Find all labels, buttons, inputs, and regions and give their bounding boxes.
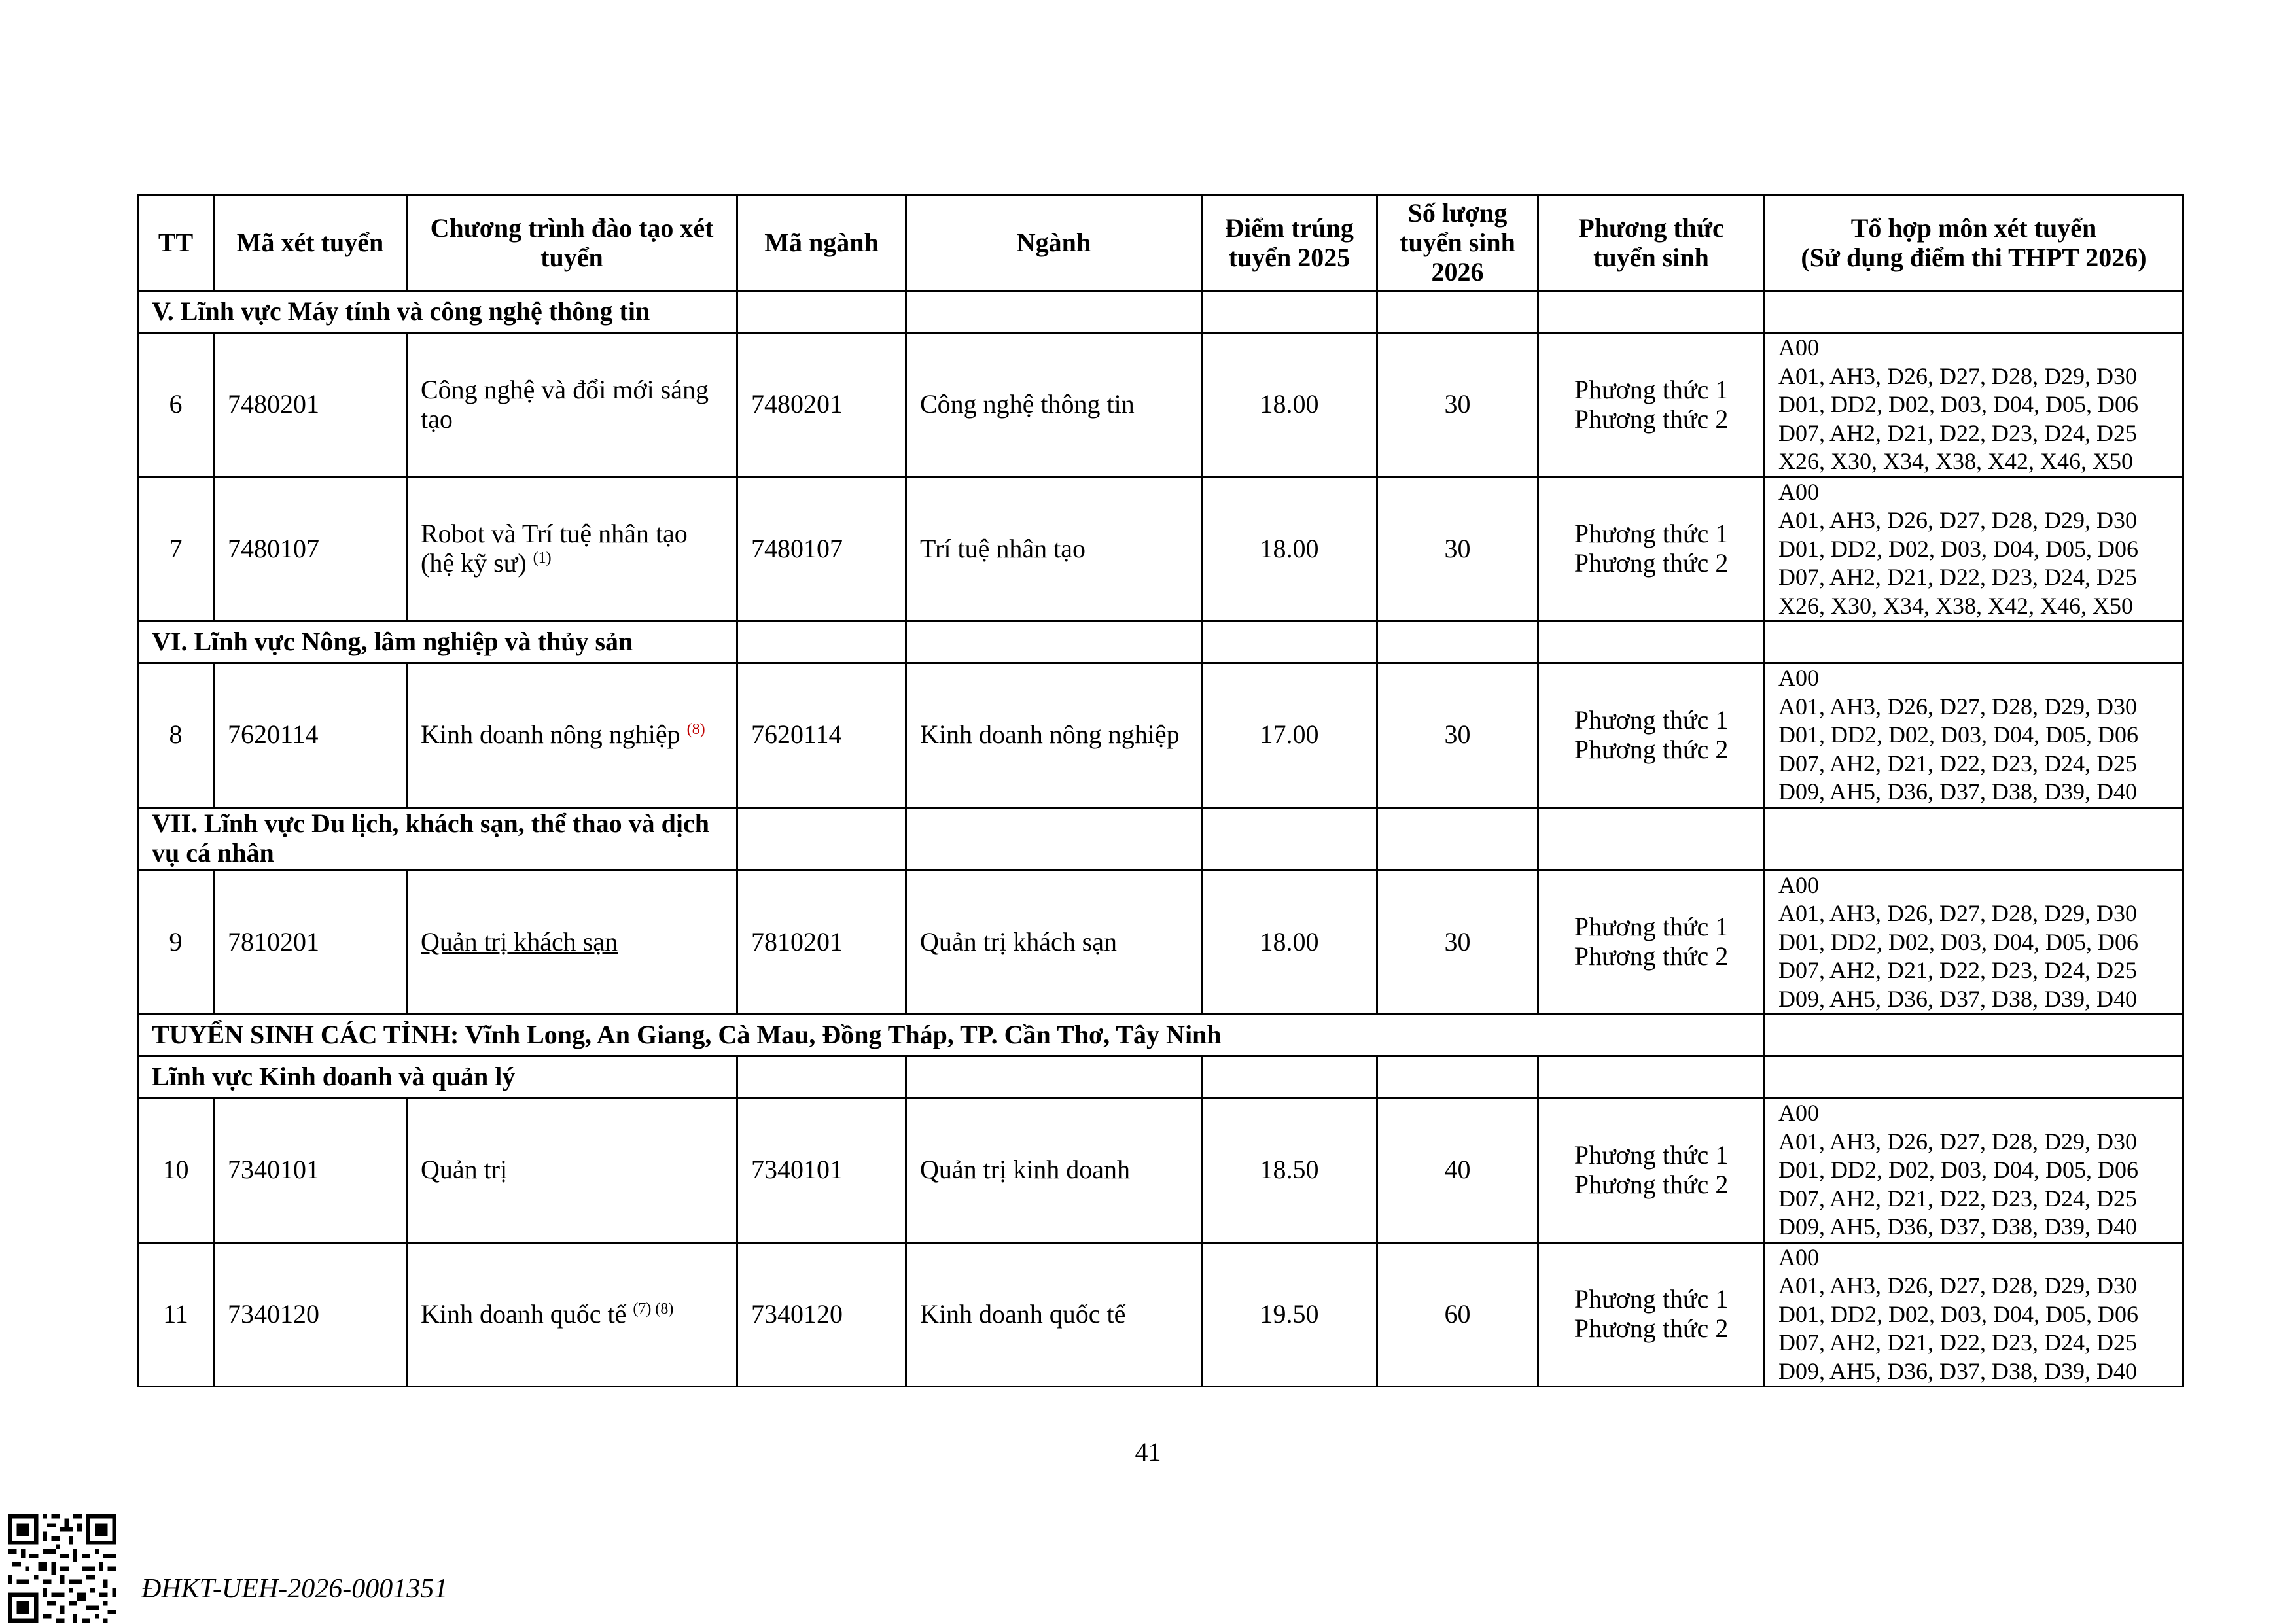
cell-ma-xet-tuyen: 7480201 [214, 333, 407, 478]
cell-so-luong: 60 [1377, 1242, 1538, 1387]
header-so-luong: Số lượng tuyển sinh 2026 [1377, 196, 1538, 291]
cell-chuong-trinh [407, 870, 737, 1015]
cell-chuong-trinh [407, 1242, 737, 1387]
combo-line: D01, DD2, D02, D03, D04, D05, D06 [1778, 535, 2138, 562]
cell-nganh: Quản trị kinh doanh [906, 1098, 1202, 1243]
cell-phuong-thuc [1538, 870, 1765, 1015]
program-footnote: (7) (8) [633, 1300, 674, 1318]
cell-diem: 18.00 [1202, 333, 1377, 478]
method-2: Phương thức 2 [1574, 941, 1729, 971]
section-row [138, 1015, 2183, 1056]
combo-line: A00 [1778, 1100, 1819, 1126]
method-1: Phương thức 1 [1574, 1140, 1729, 1170]
header-diem-trung-tuyen: Điểm trúng tuyển 2025 [1202, 196, 1377, 291]
cell-so-luong: 30 [1377, 870, 1538, 1015]
cell-ma-nganh: 7620114 [737, 663, 906, 808]
cell-ma-nganh: 7480201 [737, 333, 906, 478]
admission-table [137, 194, 2184, 1387]
combo-line: D07, AH2, D21, D22, D23, D24, D25 [1778, 750, 2137, 777]
method-1: Phương thức 1 [1574, 912, 1729, 942]
combo-line: D09, AH5, D36, D37, D38, D39, D40 [1778, 778, 2137, 805]
header-tt: TT [138, 196, 214, 291]
cell-chuong-trinh [407, 663, 737, 808]
section-row [138, 1056, 2183, 1098]
combo-line: X26, X30, X34, X38, X42, X46, X50 [1778, 448, 2133, 474]
cell-phuong-thuc [1538, 1098, 1765, 1243]
combo-line: D09, AH5, D36, D37, D38, D39, D40 [1778, 1357, 2137, 1384]
combo-line: D01, DD2, D02, D03, D04, D05, D06 [1778, 928, 2138, 955]
section-row [138, 291, 2183, 333]
header-ma-nganh: Mã ngành [737, 196, 906, 291]
combo-line: A00 [1778, 871, 1819, 898]
cell-to-hop [1765, 1242, 2183, 1387]
cell-diem: 19.50 [1202, 1242, 1377, 1387]
combo-line: D07, AH2, D21, D22, D23, D24, D25 [1778, 419, 2137, 446]
cell-phuong-thuc [1538, 477, 1765, 621]
program-name: Kinh doanh nông nghiệp [421, 720, 680, 750]
cell-so-luong: 30 [1377, 477, 1538, 621]
cell-to-hop [1765, 870, 2183, 1015]
combo-line: A00 [1778, 665, 1819, 691]
page-number: 41 [1135, 1437, 1161, 1467]
cell-nganh: Quản trị khách sạn [906, 870, 1202, 1015]
combo-line: A01, AH3, D26, D27, D28, D29, D30 [1778, 1128, 2137, 1155]
section-row [138, 621, 2183, 663]
header-to-hop-line2: (Sử dụng điểm thi THPT 2026) [1801, 242, 2147, 272]
combo-line: D01, DD2, D02, D03, D04, D05, D06 [1778, 1300, 2138, 1327]
cell-chuong-trinh [407, 333, 737, 478]
table-row [138, 1242, 2183, 1387]
cell-nganh: Công nghệ thông tin [906, 333, 1202, 478]
combo-line: D07, AH2, D21, D22, D23, D24, D25 [1778, 564, 2137, 590]
cell-nganh: Trí tuệ nhân tạo [906, 477, 1202, 621]
table-row [138, 333, 2183, 478]
combo-line: A01, AH3, D26, D27, D28, D29, D30 [1778, 693, 2137, 720]
table-row [138, 663, 2183, 808]
cell-phuong-thuc [1538, 663, 1765, 808]
combo-line: D09, AH5, D36, D37, D38, D39, D40 [1778, 1213, 2137, 1240]
header-row [138, 196, 2183, 291]
cell-tt: 9 [138, 870, 214, 1015]
cell-ma-nganh: 7810201 [737, 870, 906, 1015]
header-nganh: Ngành [906, 196, 1202, 291]
program-name: Quản trị khách sạn [421, 926, 618, 956]
cell-ma-nganh: 7340120 [737, 1242, 906, 1387]
header-to-hop-line1: Tổ hợp môn xét tuyển [1850, 213, 2097, 243]
combo-line: X26, X30, X34, X38, X42, X46, X50 [1778, 592, 2133, 619]
cell-ma-xet-tuyen: 7810201 [214, 870, 407, 1015]
header-to-hop [1765, 196, 2183, 291]
combo-line: A01, AH3, D26, D27, D28, D29, D30 [1778, 1272, 2137, 1299]
cell-tt: 11 [138, 1242, 214, 1387]
cell-nganh: Kinh doanh quốc tế [906, 1242, 1202, 1387]
program-name: Robot và Trí tuệ nhân tạo (hệ kỹ sư) [421, 519, 688, 578]
program-name: Quản trị [421, 1155, 508, 1185]
cell-ma-xet-tuyen: 7620114 [214, 663, 407, 808]
combo-line: D01, DD2, D02, D03, D04, D05, D06 [1778, 722, 2138, 748]
combo-line: D01, DD2, D02, D03, D04, D05, D06 [1778, 1157, 2138, 1183]
cell-ma-xet-tuyen: 7480107 [214, 477, 407, 621]
cell-diem: 17.00 [1202, 663, 1377, 808]
method-2: Phương thức 2 [1574, 404, 1729, 434]
cell-diem: 18.50 [1202, 1098, 1377, 1243]
combo-line: D07, AH2, D21, D22, D23, D24, D25 [1778, 957, 2137, 983]
cell-ma-nganh: 7480107 [737, 477, 906, 621]
header-phuong-thuc: Phương thức tuyển sinh [1538, 196, 1765, 291]
combo-line: D01, DD2, D02, D03, D04, D05, D06 [1778, 391, 2138, 417]
combo-line: D07, AH2, D21, D22, D23, D24, D25 [1778, 1185, 2137, 1212]
method-2: Phương thức 2 [1574, 1314, 1729, 1344]
method-2: Phương thức 2 [1574, 1169, 1729, 1199]
program-name: Kinh doanh quốc tế [421, 1299, 627, 1329]
cell-to-hop [1765, 333, 2183, 478]
qr-code-icon [7, 1514, 118, 1623]
cell-to-hop [1765, 1098, 2183, 1243]
combo-line: A01, AH3, D26, D27, D28, D29, D30 [1778, 362, 2137, 389]
combo-line: A00 [1778, 478, 1819, 505]
cell-tt: 7 [138, 477, 214, 621]
combo-line: A00 [1778, 1244, 1819, 1270]
cell-to-hop [1765, 663, 2183, 808]
section-row [138, 807, 2183, 870]
method-2: Phương thức 2 [1574, 734, 1729, 764]
method-1: Phương thức 1 [1574, 519, 1729, 549]
combo-line: A01, AH3, D26, D27, D28, D29, D30 [1778, 900, 2137, 926]
cell-so-luong: 40 [1377, 1098, 1538, 1243]
cell-diem: 18.00 [1202, 477, 1377, 621]
table-row [138, 870, 2183, 1015]
cell-so-luong: 30 [1377, 333, 1538, 478]
section-title: V. Lĩnh vực Máy tính và công nghệ thông tin [138, 291, 737, 333]
cell-nganh: Kinh doanh nông nghiệp [906, 663, 1202, 808]
cell-to-hop [1765, 477, 2183, 621]
section-title: Lĩnh vực Kinh doanh và quản lý [138, 1056, 737, 1098]
cell-ma-nganh: 7340101 [737, 1098, 906, 1243]
header-chuong-trinh: Chương trình đào tạo xét tuyển [407, 196, 737, 291]
cell-chuong-trinh [407, 1098, 737, 1243]
cell-ma-xet-tuyen: 7340120 [214, 1242, 407, 1387]
program-footnote: (8) [686, 721, 705, 739]
cell-so-luong: 30 [1377, 663, 1538, 808]
section-title: VII. Lĩnh vực Du lịch, khách sạn, thể thao và dịch vụ cá nhân [138, 807, 737, 870]
method-1: Phương thức 1 [1574, 374, 1729, 404]
combo-line: D07, AH2, D21, D22, D23, D24, D25 [1778, 1329, 2137, 1355]
table-row [138, 1098, 2183, 1243]
combo-line: A00 [1778, 334, 1819, 360]
method-2: Phương thức 2 [1574, 548, 1729, 578]
section-title: VI. Lĩnh vực Nông, lâm nghiệp và thủy sản [138, 621, 737, 663]
cell-diem: 18.00 [1202, 870, 1377, 1015]
header-ma-xet-tuyen: Mã xét tuyển [214, 196, 407, 291]
document-code: ĐHKT-UEH-2026-0001351 [141, 1574, 448, 1604]
cell-tt: 6 [138, 333, 214, 478]
program-name: Công nghệ và đổi mới sáng tạo [421, 374, 709, 434]
table-row [138, 477, 2183, 621]
cell-ma-xet-tuyen: 7340101 [214, 1098, 407, 1243]
cell-tt: 10 [138, 1098, 214, 1243]
program-footnote: (1) [533, 550, 552, 567]
combo-line: D09, AH5, D36, D37, D38, D39, D40 [1778, 985, 2137, 1012]
cell-tt: 8 [138, 663, 214, 808]
cell-phuong-thuc [1538, 333, 1765, 478]
method-1: Phương thức 1 [1574, 705, 1729, 735]
provinces-title: TUYỂN SINH CÁC TỈNH: Vĩnh Long, An Giang, Cà Mau, Đồng Tháp, TP. Cần Thơ, Tây Ninh [138, 1015, 1765, 1056]
cell-phuong-thuc [1538, 1242, 1765, 1387]
cell-chuong-trinh [407, 477, 737, 621]
method-1: Phương thức 1 [1574, 1284, 1729, 1314]
combo-line: A01, AH3, D26, D27, D28, D29, D30 [1778, 507, 2137, 533]
